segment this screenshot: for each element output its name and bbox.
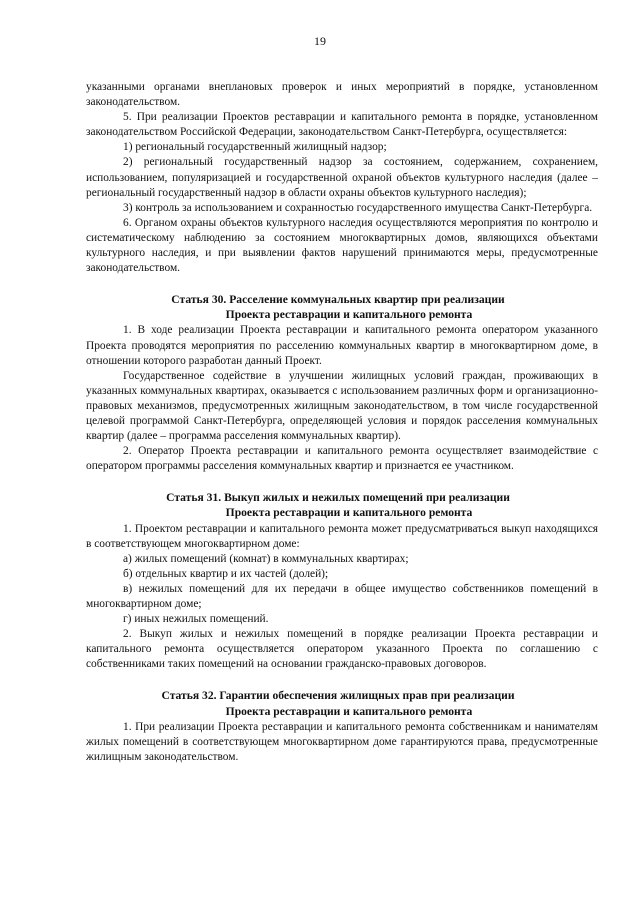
article-32-paragraph-1: 1. При реализации Проекта реставрации и капитального ремонта собственникам и нанимателям жилых помещений в соответствующем многоквартирном доме гарантируются права, предусмотренные жилищным законодательством. [86,720,598,763]
article-30-paragraph-1: 1. В ходе реализации Проекта реставрации и капитального ремонта оператором указанного Проекта проводятся мероприятия по расселению коммунальных квартир в многоквартирном доме, в отношении которого разработан данный Проект. [86,324,598,367]
article-32-title-line1: Статья 32. Гарантии обеспечения жилищных прав при реализации [161,689,515,703]
paragraph-5: 5. При реализации Проектов реставрации и капитального ремонта в порядке, установленном законодательством Российской Федерации, законодательством Санкт-Петербурга, осуществляется: [86,111,598,139]
article-31-item-b: б) отдельных квартир и их частей (долей); [123,567,329,580]
list-item-5-1: 1) региональный государственный жилищный надзор; [123,141,387,154]
article-31-title-line1: Статья 31. Выкуп жилых и нежилых помещений при реализации [166,491,510,505]
article-31-item-a: а) жилых помещений (комнат) в коммунальных квартирах; [123,552,409,565]
article-32-heading [86,688,598,718]
article-31-paragraph-1: 1. Проектом реставрации и капитального ремонта может предусматриваться выкуп находящихся в соответствующем многоквартирном доме: [86,522,598,550]
article-31-title-line2: Проекта реставрации и капитального ремонта [225,506,473,520]
article-31-paragraph-2: 2. Выкуп жилых и нежилых помещений в порядке реализации Проекта реставрации и капитального ремонта осуществляется оператором указанного Проекта по соглашению с собственниками таких помещений на основании гражданско-правовых договоров. [86,628,598,671]
page-body [86,80,598,765]
paragraph-6: 6. Органом охраны объектов культурного наследия осуществляются мероприятия по контролю и систематическому наблюдению за состоянием многоквартирных домов, являющихся объектами культурного наследия, и при выявлении фактов нарушений принимаются меры, предусмотренные законодательством. [86,216,598,275]
article-30-paragraph-2: 2. Оператор Проекта реставрации и капитального ремонта осуществляет взаимодействие с оператором программы расселения коммунальных квартир и признается ее участником. [86,445,598,473]
article-30-paragraph-1b: Государственное содействие в улучшении жилищных условий граждан, проживающих в указанных коммунальных квартирах, оказывается с использованием различных форм и организационно-правовых механизмов, предусмотренных жилищным законодательством, в том числе государственной целевой программой Санкт-Петербурга, определяющей условия и порядок расселения коммунальных квартир (далее – программа расселения коммунальных квартир). [86,369,598,443]
article-31-heading [86,490,598,520]
paragraph-continuation: указанными органами внеплановых проверок и иных мероприятий в порядке, установленном законодательством. [86,81,598,109]
article-30-title-line1: Статья 30. Расселение коммунальных квартир при реализации [171,293,505,307]
list-item-5-2: 2) региональный государственный надзор за состоянием, содержанием, сохранением, использованием, популяризацией и государственной охраной объектов культурного наследия (далее – региональный государственный надзор в области охраны объектов культурного наследия); [86,156,598,199]
article-31-item-v: в) нежилых помещений для их передачи в общее имущество собственников помещений в многоквартирном доме; [86,582,598,610]
article-30-title-line2: Проекта реставрации и капитального ремонта [225,308,473,322]
page-number: 19 [314,34,326,48]
list-item-5-3: 3) контроль за использованием и сохранностью государственного имущества Санкт-Петербурга. [123,201,593,214]
article-32-title-line2: Проекта реставрации и капитального ремонта [225,704,473,718]
article-30-heading [86,292,598,322]
article-31-item-g: г) иных нежилых помещений. [123,613,269,626]
